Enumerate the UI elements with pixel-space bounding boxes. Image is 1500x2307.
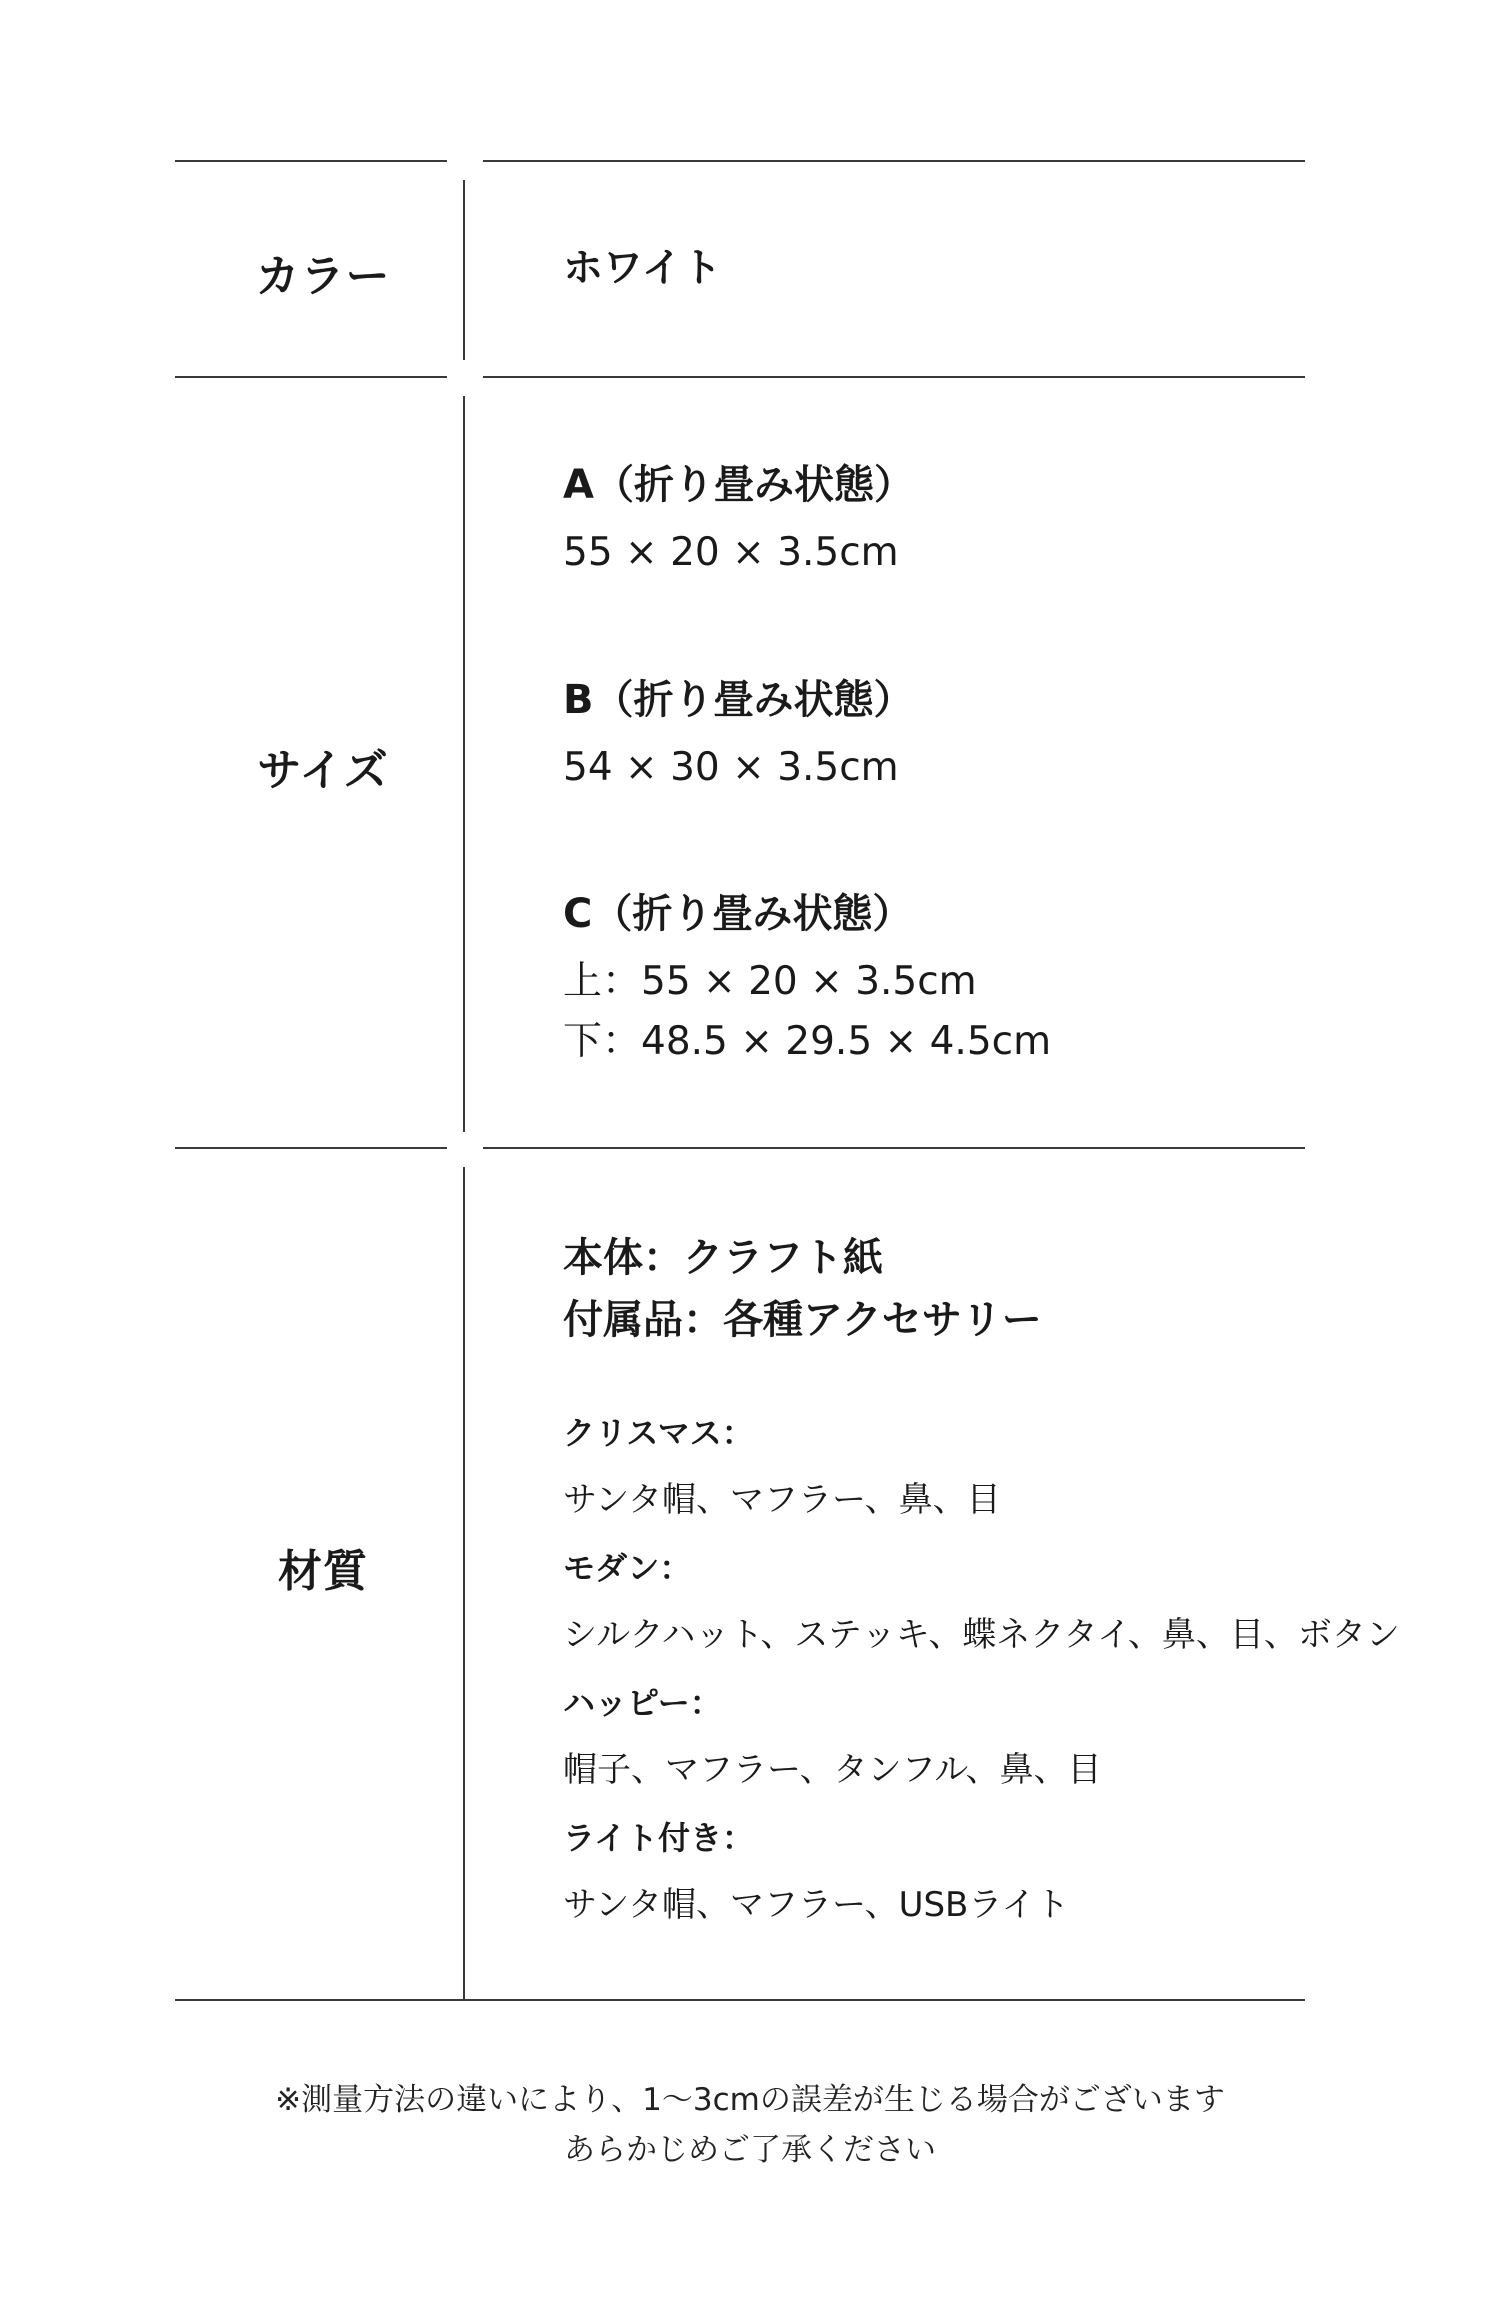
list-item: [563, 1813, 1400, 1930]
material-accessories: 付属品：各種アクセサリー: [563, 1297, 1042, 1343]
row-rule-color-size-right: [483, 376, 1305, 378]
row-rule-size-material-right: [483, 1147, 1305, 1149]
set-name: ライト付き：: [563, 1819, 755, 1857]
set-name: モダン：: [563, 1549, 692, 1587]
material-sets-list: [563, 1408, 1400, 1930]
size-a-block: [563, 455, 914, 583]
set-items: シルクハット、ステッキ、蝶ネクタイ、鼻、目、ボタン: [563, 1615, 1400, 1655]
list-item: [563, 1408, 1400, 1525]
size-c-upper: 上：55 × 20 × 3.5cm: [563, 959, 977, 1004]
size-b-title: B（折り畳み状態）: [563, 677, 914, 723]
size-b-dims: 54 × 30 × 3.5cm: [563, 745, 899, 790]
size-c-block: [563, 884, 1051, 1072]
color-value: ホワイト: [563, 245, 722, 291]
row-rule-size-material-left: [175, 1147, 447, 1149]
row-rule-color-size-left: [175, 376, 447, 378]
set-name: ハッピー：: [563, 1684, 722, 1722]
measurement-note-line-2: あらかじめご了承ください: [564, 2132, 936, 2168]
set-items: サンタ帽、マフラー、鼻、目: [563, 1480, 1001, 1520]
list-item: [563, 1678, 1400, 1795]
set-items: サンタ帽、マフラー、USBライト: [563, 1885, 1070, 1925]
table-top-rule-right: [483, 160, 1305, 162]
color-label: カラー: [255, 251, 391, 302]
size-b-block: [563, 670, 914, 798]
set-items: 帽子、マフラー、タンフル、鼻、目: [563, 1750, 1102, 1790]
table-top-rule-left: [175, 160, 447, 162]
table-bottom-rule: [175, 1999, 1305, 2001]
size-label: サイズ: [257, 745, 389, 796]
size-a-title: A（折り畳み状態）: [563, 462, 914, 508]
size-a-dims: 55 × 20 × 3.5cm: [563, 530, 899, 575]
size-c-title: C（折り畳み状態）: [563, 891, 913, 937]
material-main-block: [563, 1228, 1042, 1350]
list-item: [563, 1543, 1400, 1660]
measurement-note-line-1: ※測量方法の違いにより、1〜3cmの誤差が生じる場合がございます: [275, 2082, 1225, 2118]
material-label: 材質: [278, 1546, 368, 1597]
set-name: クリスマス：: [563, 1414, 754, 1452]
size-c-lower: 下：48.5 × 29.5 × 4.5cm: [563, 1019, 1052, 1064]
material-body: 本体：クラフト紙: [563, 1235, 883, 1281]
